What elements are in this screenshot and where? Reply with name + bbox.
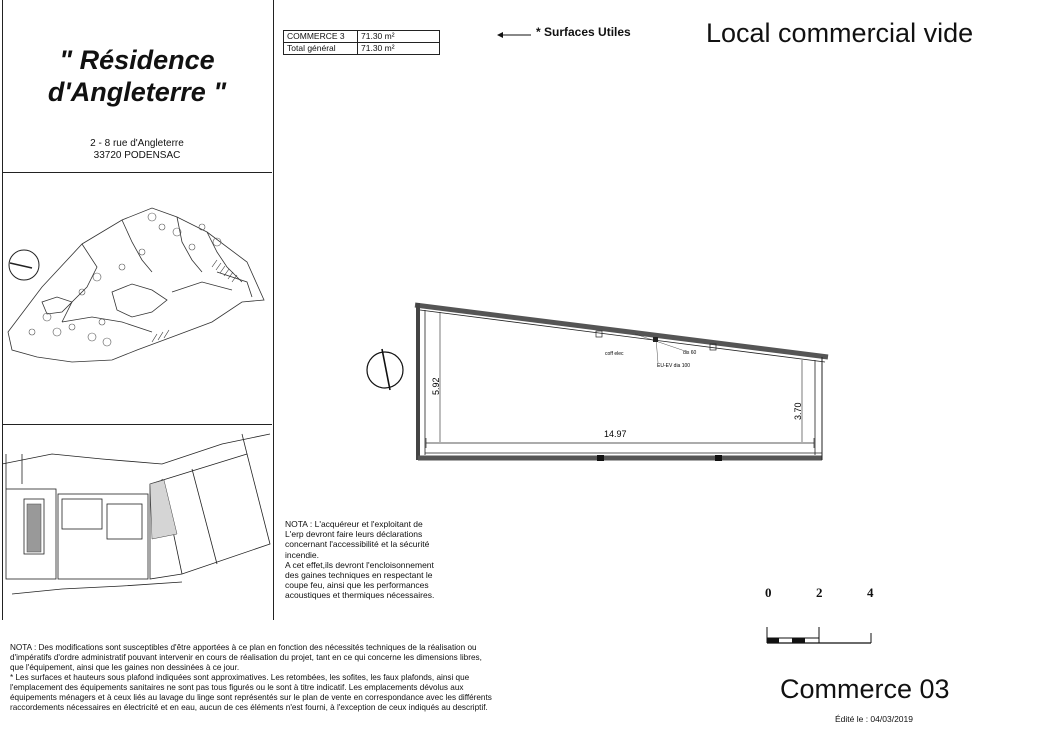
scale-label-4: 4	[867, 585, 874, 600]
surfaces-note: * Surfaces Utiles	[536, 25, 631, 39]
plan-dim-right: 3.70	[793, 402, 803, 420]
row-label: Total général	[284, 43, 358, 55]
scale-label-0: 0	[765, 585, 772, 600]
nota-general-line: d'impératifs d'ordre administratif pouvant intervenir en cours de réalisation du projet, tant en ce qui concerne les dimensions libres,	[10, 653, 482, 662]
site-plan	[2, 172, 272, 425]
nota-erp-line: des gaines techniques en respectant le	[285, 570, 433, 581]
nota-erp-line: A cet effet,ils devront l'encloisonnement	[285, 559, 434, 570]
nota-erp-line: NOTA : L'acquéreur et l'exploitant de	[285, 519, 423, 529]
nota-erp-line: L'erp devront faire leurs déclarations	[285, 529, 423, 540]
plan-label-dis: dis 60	[683, 350, 697, 356]
title-line-1: " Résidence	[59, 45, 215, 75]
north-arrow-icon	[9, 250, 39, 280]
plan-label-coff: coff elec	[605, 351, 624, 357]
table-row	[284, 31, 440, 43]
title-line-2: d'Angleterre "	[47, 77, 227, 107]
nota-erp-line: acoustiques et thermiques nécessaires.	[285, 590, 435, 601]
plan-dim-left: 5.92	[431, 377, 441, 395]
document-title: Local commercial vide	[706, 18, 974, 48]
nota-general-line: que l'équipement, ainsi que les gaines non dessinées à ce jour.	[10, 663, 240, 672]
nota-erp-line: coupe feu, ainsi que les performances	[285, 580, 429, 591]
surfaces-table	[283, 30, 440, 55]
address-line-2: 33720 PODENSAC	[93, 150, 181, 161]
nota-general-line: raccordements nécessaires en électricité et en eau, aucun de ces éléments n'est fourni, à l'exception de ceux indiqués au descriptif.	[10, 703, 488, 712]
row-label: COMMERCE 3	[284, 31, 358, 43]
nota-general	[10, 643, 590, 713]
nota-general-line: équipements ménagers et à ceux liés au lavage du linge sont représentés sur le plan de vente en correspondance avec les différents	[10, 693, 492, 702]
table-row	[284, 43, 440, 55]
arrow-left-icon	[497, 30, 532, 40]
address-line-1: 2 - 8 rue d'Angleterre	[90, 138, 184, 149]
address	[2, 138, 272, 162]
row-value: 71.30 m²	[358, 43, 440, 55]
floor-thumbnail-drawing	[2, 424, 272, 620]
nota-general-line: * Les surfaces et hauteurs sous plafond indiquées sont approximatives. Les retombées, les sofites, les faux plafonds, ainsi que	[10, 673, 470, 682]
nota-erp-line: incendie.	[285, 549, 320, 560]
site-plan-drawing	[2, 172, 272, 424]
row-value: 71.30 m²	[358, 31, 440, 43]
unit-name: Commerce 03	[780, 674, 950, 704]
nota-general-line: NOTA : Des modifications sont susceptibles d'être apportées à ce plan en fonction des nécessités techniques de la réalisation ou	[10, 643, 477, 652]
nota-general-line: l'emplacement des équipements sanitaires ne sont pas tous figurés ou le sont à titre indicatif. Les emplacements dévolus aux	[10, 683, 464, 692]
floor-plan	[350, 295, 840, 470]
scale-label-2: 2	[816, 585, 823, 600]
north-arrow-icon	[367, 352, 403, 388]
floor-thumbnail	[2, 424, 272, 620]
nota-erp-line: concernant l'accessibilité et la sécurité	[285, 539, 430, 550]
plan-label-eu: EU-EV dia 100	[657, 363, 691, 369]
residence-title	[2, 44, 272, 108]
scale-bar	[765, 625, 875, 647]
nota-erp	[285, 519, 485, 601]
edit-date: Édité le : 04/03/2019	[835, 714, 913, 724]
plan-dim-width: 14.97	[604, 429, 627, 439]
